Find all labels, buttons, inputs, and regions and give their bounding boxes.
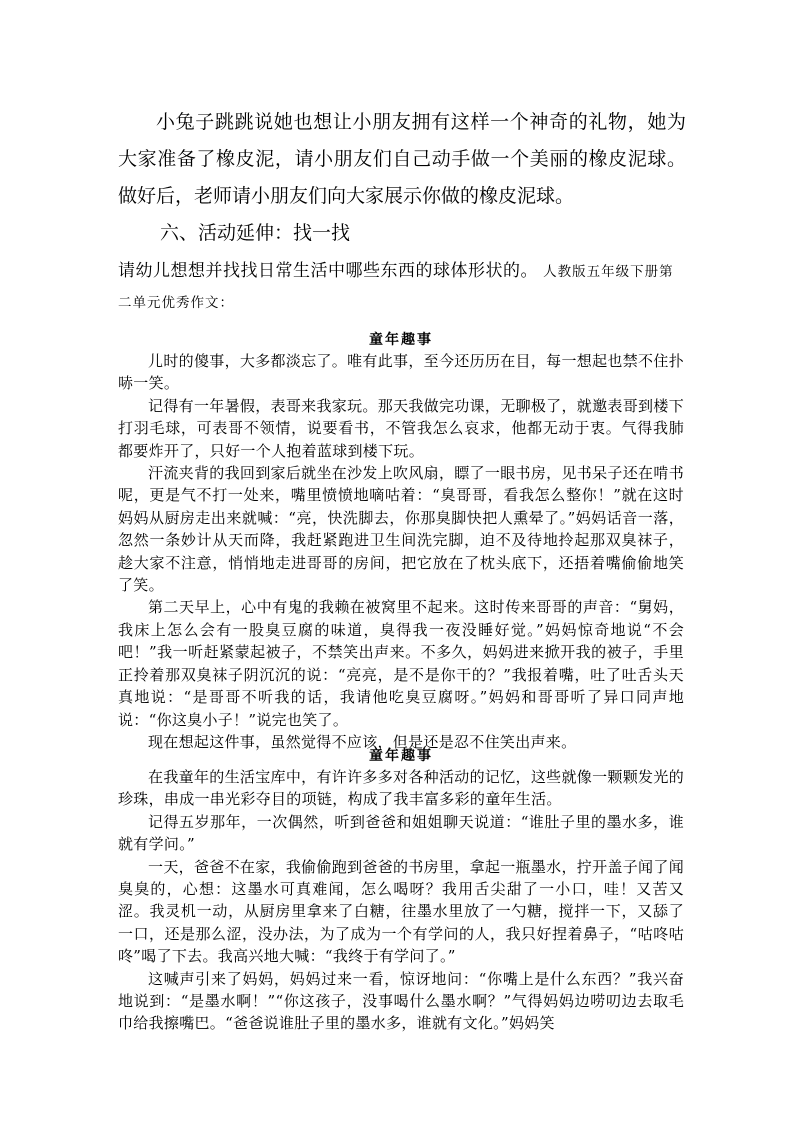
intro-paragraph: 小兔子跳跳说她也想让小朋友拥有这样一个神奇的礼物，她为大家准备了橡皮泥，请小朋友们自己动手做一个美丽的橡皮泥球。做好后，老师请小朋友们向大家展示你做的橡皮泥球。 (118, 111, 686, 207)
essay-1-paragraph: 记得有一年暑假，表哥来我家玩。那天我做完功课，无聊极了，就邀表哥到楼下打羽毛球，可表哥不领情，说要看书，不管我怎么哀求，他都无动于衷。气得我肺都要炸开了，只好一个人抱着蓝球到楼下玩。 (118, 396, 684, 460)
section-heading-six: 六、活动延伸：找一找 (160, 222, 351, 244)
find-line: 请幼儿想想并找找日常生活中哪些东西的球体形状的。 (118, 261, 538, 281)
essay-1-title: 童年趣事 (369, 332, 433, 348)
essay-1-paragraph: 儿时的傻事，大多都淡忘了。唯有此事，至今还历历在目，每一想起也禁不住扑哧一笑。 (118, 352, 684, 393)
essay-2-paragraph: 一天，爸爸不在家，我偷偷跑到爸爸的书房里，拿起一瓶墨水，拧开盖子闻了闻臭臭的，心想：这墨水可真难闻，怎么喝呀？我用舌尖甜了一小口，哇！又苦又涩。我灵机一动，从厨房里拿来了白糖，往墨水里放了一勺糖，搅拌一下，又舔了一口，还是那么涩，没办法，为了成为一个有学问的人，我只好捏着鼻子，“咕咚咕咚”喝了下去。我高兴地大喊：“我终于有学问了。” (118, 857, 684, 966)
essay-2-paragraph: 这喊声引来了妈妈，妈妈过来一看，惊讶地问：“你嘴上是什么东西？”我兴奋地说到：“是墨水啊！”“你这孩子，没事喝什么墨水啊？”气得妈妈边唠叨边去取毛巾给我擦嘴巴。“爸爸说谁肚子里的墨水多，谁就有文化。”妈妈笑 (118, 969, 684, 1033)
source-note: 人教版五年级下册第二单元优秀作文： (118, 264, 674, 311)
essay-1-paragraph: 第二天早上，心中有鬼的我赖在被窝里不起来。这时传来哥哥的声音：“舅妈，我床上怎么会有一股臭豆腐的味道，臭得我一夜没睡好觉。”妈妈惊奇地说“不会吧！”我一听赶紧蒙起被子，不禁笑出声来。不多久，妈妈进来掀开我的被子，手里正拎着那双臭袜子阴沉沉的说：“亮亮，是不是你干的？”我报着嘴，吐了吐舌头天真地说：“是哥哥不听我的话，我请他吃臭豆腐呀。”妈妈和哥哥听了异口同声地说：“你这臭小子！”说完也笑了。 (118, 598, 684, 729)
intro-block (118, 104, 686, 215)
essay-2-title: 童年趣事 (369, 748, 433, 764)
essay-2-paragraph: 在我童年的生活宝库中，有许许多多对各种活动的记忆，这些就像一颗颗发光的珍珠，串成一串光彩夺目的项链，构成了我丰富多彩的童年生活。 (118, 768, 684, 809)
essay-2-paragraph: 记得五岁那年，一次偶然，听到爸爸和姐姐聊天说道：“谁肚子里的墨水多，谁就有学问。” (118, 812, 684, 854)
essay-2 (118, 746, 684, 1035)
essay-1-paragraph: 现在想起这件事，虽然觉得不应该，但是还是忍不住笑出声来。 (148, 732, 577, 751)
essay-1-paragraph: 汗流夹背的我回到家后就坐在沙发上吹风扇，瞟了一眼书房，见书呆子还在啃书呢，更是气不打一处来，嘴里愤愤地嘀咕着：“臭哥哥，看我怎么整你！”就在这时妈妈从厨房走出来就喊：“亮，快洗脚去，你那臭脚快把人熏晕了。”妈妈话音一落，忽然一条妙计从天而降，我赶紧跑进卫生间洗完脚，迫不及待地拎起那双臭袜子，趁大家不注意，悄悄地走进哥哥的房间，把它放在了枕头底下，还捂着嘴偷偷地笑了笑。 (118, 464, 684, 595)
essay-1 (118, 330, 684, 753)
extension-paragraph (118, 256, 688, 318)
